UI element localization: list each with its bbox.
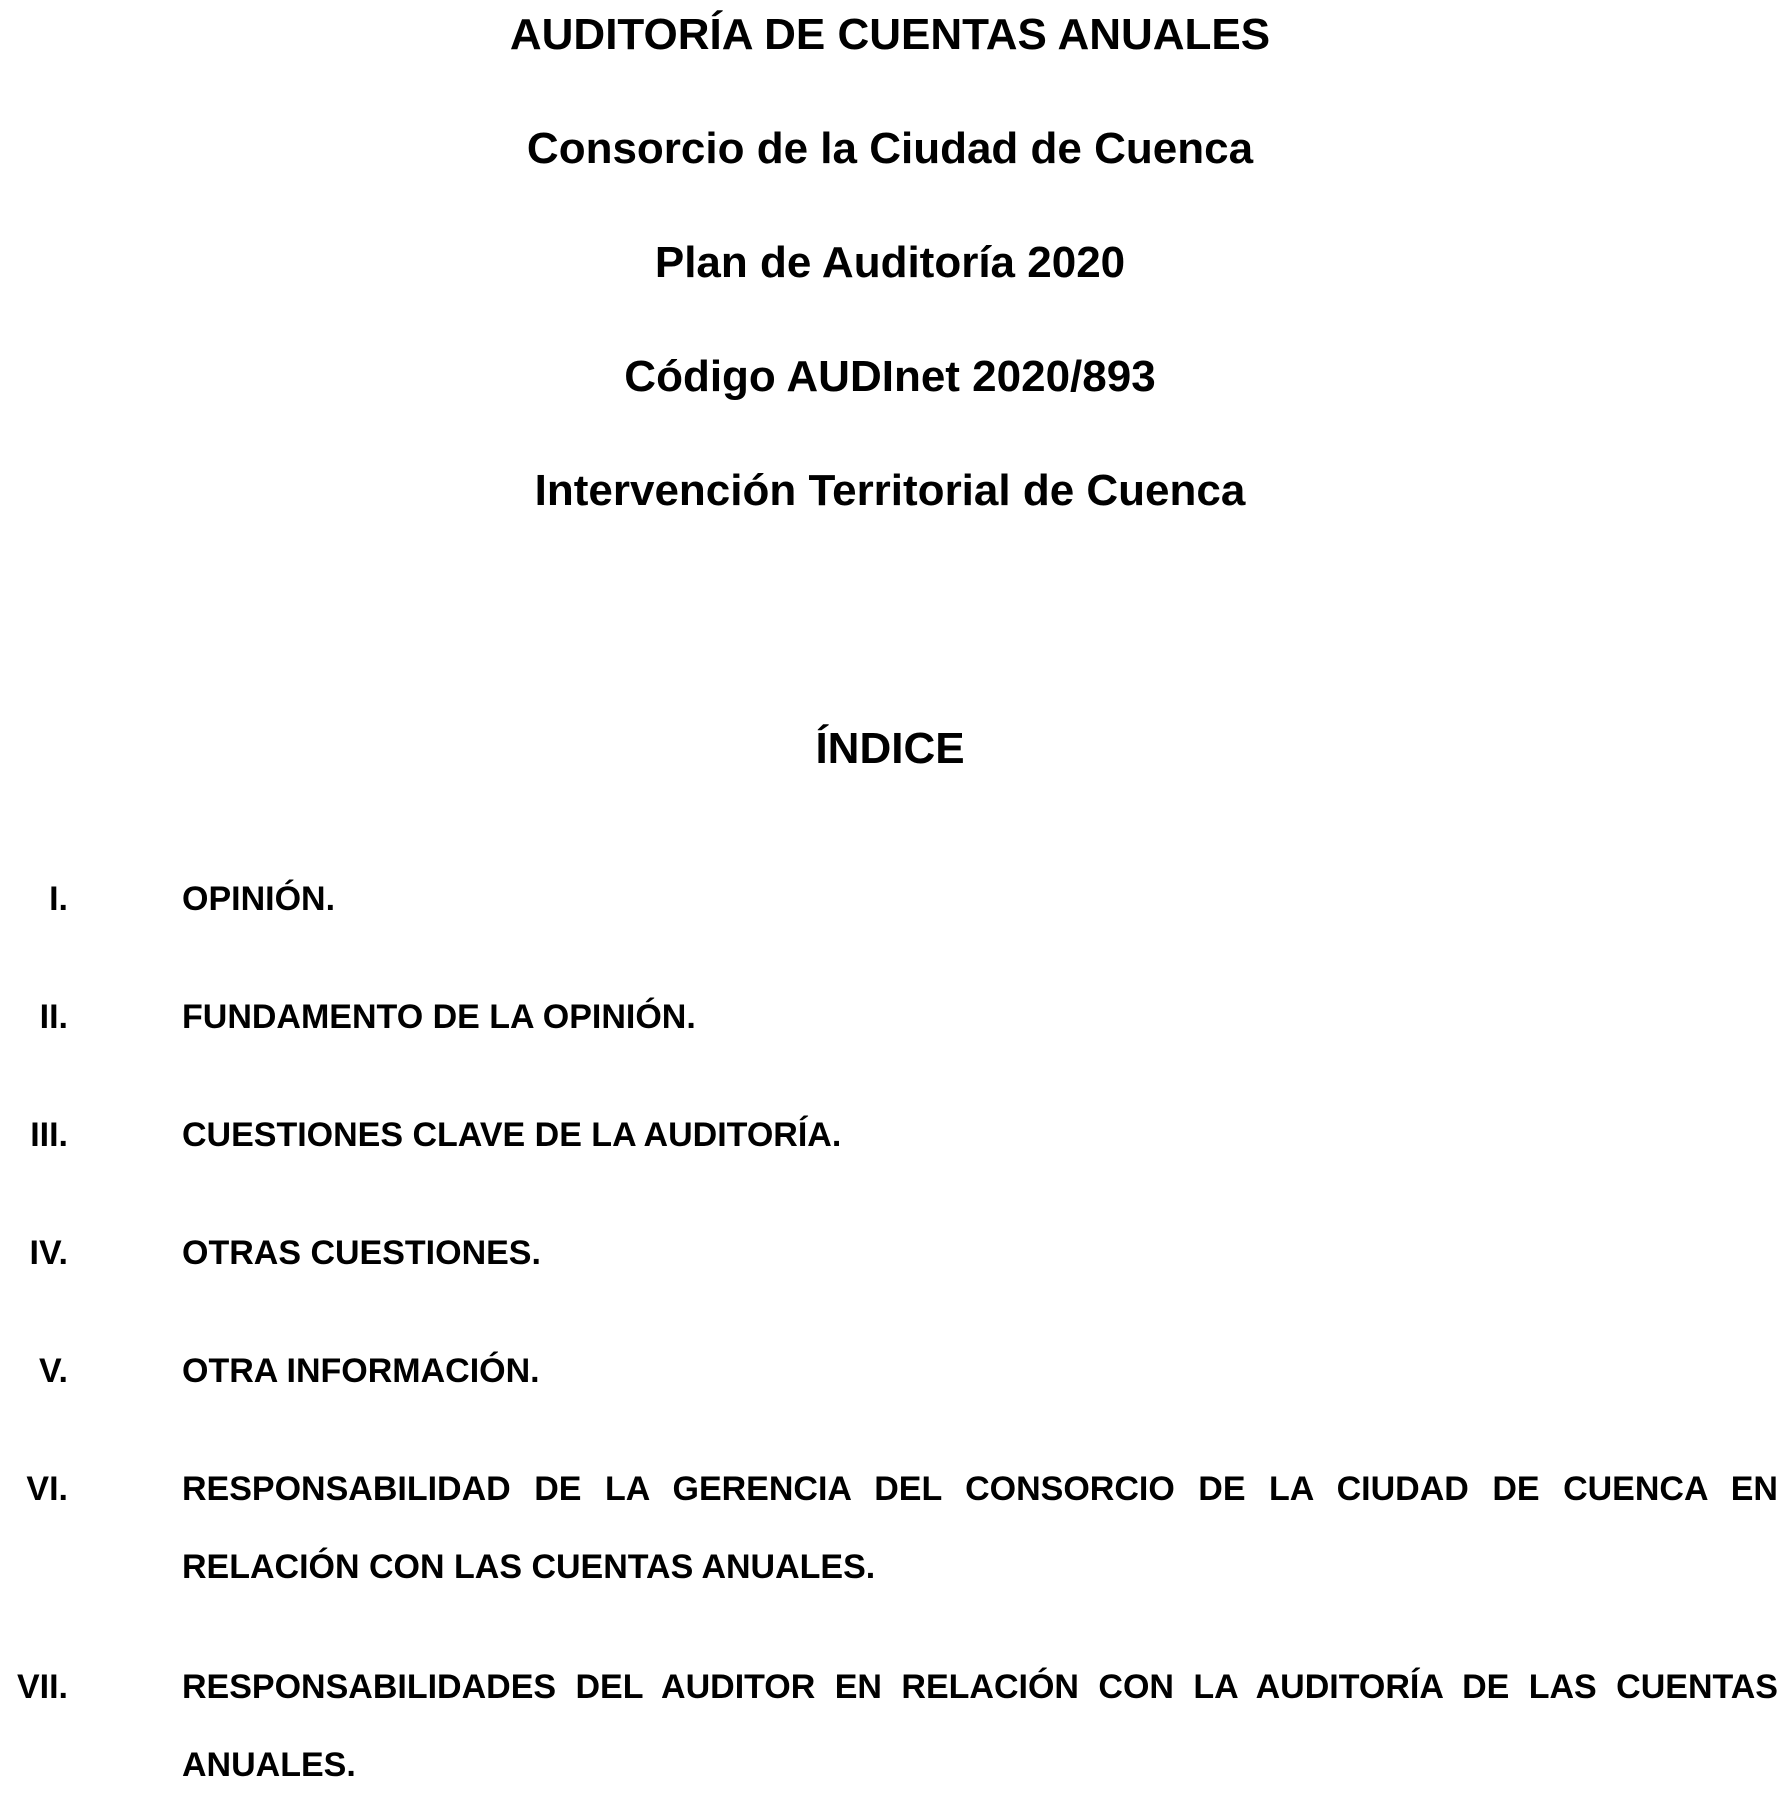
toc-item-title: CUESTIONES CLAVE DE LA AUDITORÍA. xyxy=(182,1116,842,1154)
toc-item-number: V. xyxy=(38,1352,68,1390)
issuing-office: Intervención Territorial de Cuenca xyxy=(534,466,1246,515)
toc-item-number: VII. xyxy=(16,1668,68,1706)
toc-item-number: IV. xyxy=(29,1234,68,1272)
toc-item-title: OPINIÓN. xyxy=(182,880,336,918)
document-title: AUDITORÍA DE CUENTAS ANUALES xyxy=(509,10,1271,59)
audinet-code: Código AUDInet 2020/893 xyxy=(624,352,1156,401)
audit-plan: Plan de Auditoría 2020 xyxy=(654,238,1126,287)
toc-item-title: RESPONSABILIDAD DE LA GERENCIA DEL CONSORCIO DE LA CIUDAD DE CUENCA EN RELACIÓN CON LAS CUENTAS ANUALES. xyxy=(182,1470,1778,1586)
index-heading: ÍNDICE xyxy=(815,724,965,773)
entity-name: Consorcio de la Ciudad de Cuenca xyxy=(526,124,1254,173)
toc-item-title: FUNDAMENTO DE LA OPINIÓN. xyxy=(182,998,696,1036)
toc-item-number: VI. xyxy=(26,1470,68,1508)
toc-item-number: II. xyxy=(39,998,68,1036)
toc-item-number: III. xyxy=(30,1116,68,1154)
toc-item-title: OTRAS CUESTIONES. xyxy=(182,1234,541,1272)
toc-item-title: RESPONSABILIDADES DEL AUDITOR EN RELACIÓN CON LA AUDITORÍA DE LAS CUENTAS ANUALES. xyxy=(182,1668,1778,1784)
toc-item-title: OTRA INFORMACIÓN. xyxy=(182,1352,540,1390)
toc-item-number: I. xyxy=(49,880,68,918)
